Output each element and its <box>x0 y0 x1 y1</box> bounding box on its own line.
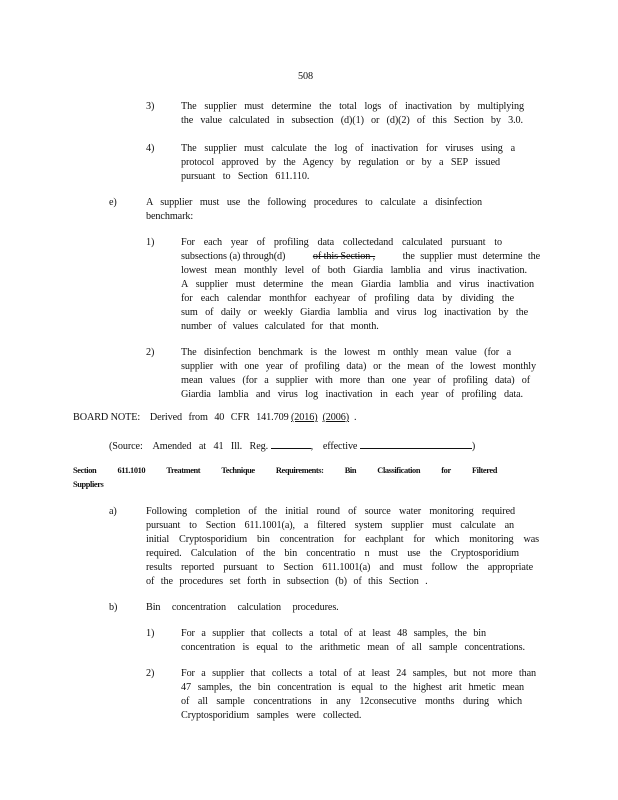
board-note-old-year: (2006) <box>322 412 350 423</box>
item-line: concentration is equal to the arithmetic mean of all sample concentrations. <box>181 642 525 653</box>
item-line: pursuant to Section 611.110. <box>181 171 310 182</box>
item-label: b) <box>109 602 118 613</box>
section-heading-line2: Suppliers <box>73 480 104 489</box>
source-comma: , <box>310 441 314 452</box>
item-label: a) <box>109 506 117 517</box>
item-line: For each year of profiling data collectedand calculated pursuant to <box>181 237 502 248</box>
item-line: the value calculated in subsection (d)(1) or (d)(2) of this Section by 3.0. <box>181 115 523 126</box>
heading-word: 611.1010 <box>117 466 146 475</box>
item-line: protocol approved by the Agency by regulation or by a SEP issued <box>181 157 500 168</box>
board-note-label: BOARD NOTE: <box>73 412 141 423</box>
item-line: results reported pursuant to Section 611.1001(a) and must follow the appropriate <box>146 562 533 573</box>
struck-text: of this Section , <box>312 251 376 262</box>
source-close: ) <box>471 441 476 452</box>
heading-word: Requirements: <box>275 466 324 475</box>
item-line-with-strike <box>181 250 540 264</box>
board-note-new-year: (2016) <box>291 412 318 423</box>
item-number: 1) <box>146 237 155 248</box>
item-line: for each calendar monthfor eachyear of profiling data by dividing the <box>181 293 514 304</box>
item-line: Cryptosporidium samples were collected. <box>181 710 362 721</box>
item-line: The disinfection benchmark is the lowest m onthly mean value (for a <box>181 347 511 358</box>
page-number: 508 <box>298 71 313 82</box>
heading-word: Treatment <box>166 466 201 475</box>
board-note-end: . <box>353 412 357 423</box>
item-line: For a supplier that collects a total of at least 24 samples, but not more than <box>181 668 536 679</box>
heading-word: Filtered <box>471 466 497 475</box>
heading-word: Classification <box>377 466 421 475</box>
item-line: required. Calculation of the bin concentratio n must use the Cryptosporidium <box>146 548 519 559</box>
item-line: Following completion of the initial round of source water monitoring required <box>146 506 515 517</box>
effective-date-blank <box>360 437 472 449</box>
item-line: 47 samples, the bin concentration is equal to the highest arit hmetic mean <box>181 682 524 693</box>
item-line: The supplier must calculate the log of inactivation for viruses using a <box>181 143 515 154</box>
item-line: lowest mean monthly level of both Giardia lamblia and virus inactivation. <box>181 265 527 276</box>
board-note <box>73 411 356 425</box>
line-part: subsections (a) through(d) <box>181 251 286 262</box>
item-number: 4) <box>146 143 155 154</box>
item-heading: Bin concentration calculation procedures. <box>146 602 339 613</box>
item-line: of the procedures set forth in subsection (b) of this Section . <box>146 576 428 587</box>
source-effective: effective <box>322 441 358 452</box>
item-line: A supplier must determine the mean Giardia lamblia and virus inactivation <box>181 279 534 290</box>
item-line: initial Cryptosporidium bin concentration for eachplant for which monitoring was <box>146 534 539 545</box>
source-note <box>109 437 475 454</box>
item-line: number of values calculated for that month. <box>181 321 379 332</box>
heading-word: Section <box>73 466 97 475</box>
item-number: 3) <box>146 101 155 112</box>
source-amended: Amended at 41 Ill. Reg. <box>152 441 269 452</box>
item-number: 1) <box>146 628 155 639</box>
item-line: supplier with one year of profiling data) or the mean of the lowest monthly <box>181 361 536 372</box>
item-line: For a supplier that collects a total of at least 48 samples, the bin <box>181 628 486 639</box>
item-line: Giardia lamblia and virus log inactivation in each year of profiling data. <box>181 389 523 400</box>
item-line: The supplier must determine the total logs of inactivation by multiplying <box>181 101 524 112</box>
source-open: (Source: <box>109 441 143 452</box>
section-heading <box>73 465 497 477</box>
heading-word: Technique <box>221 466 255 475</box>
item-number: 2) <box>146 668 155 679</box>
item-label: e) <box>109 197 117 208</box>
volume-blank <box>271 437 311 449</box>
item-line: benchmark: <box>146 211 194 222</box>
heading-word: for <box>441 466 451 475</box>
item-line: of all sample concentrations in any 12consecutive months during which <box>181 696 522 707</box>
board-note-text: Derived from 40 CFR 141.709 <box>149 412 289 423</box>
item-line: sum of daily or weekly Giardia lamblia and virus log inactivation by the <box>181 307 528 318</box>
line-part: the supplier must determine the <box>402 251 540 262</box>
item-line: pursuant to Section 611.1001(a), a filtered system supplier must calculate an <box>146 520 514 531</box>
item-line: A supplier must use the following procedures to calculate a disinfection <box>146 197 482 208</box>
item-line: mean values (for a supplier with more than one year of profiling data) of <box>181 375 530 386</box>
heading-word: Bin <box>344 466 357 475</box>
item-number: 2) <box>146 347 155 358</box>
